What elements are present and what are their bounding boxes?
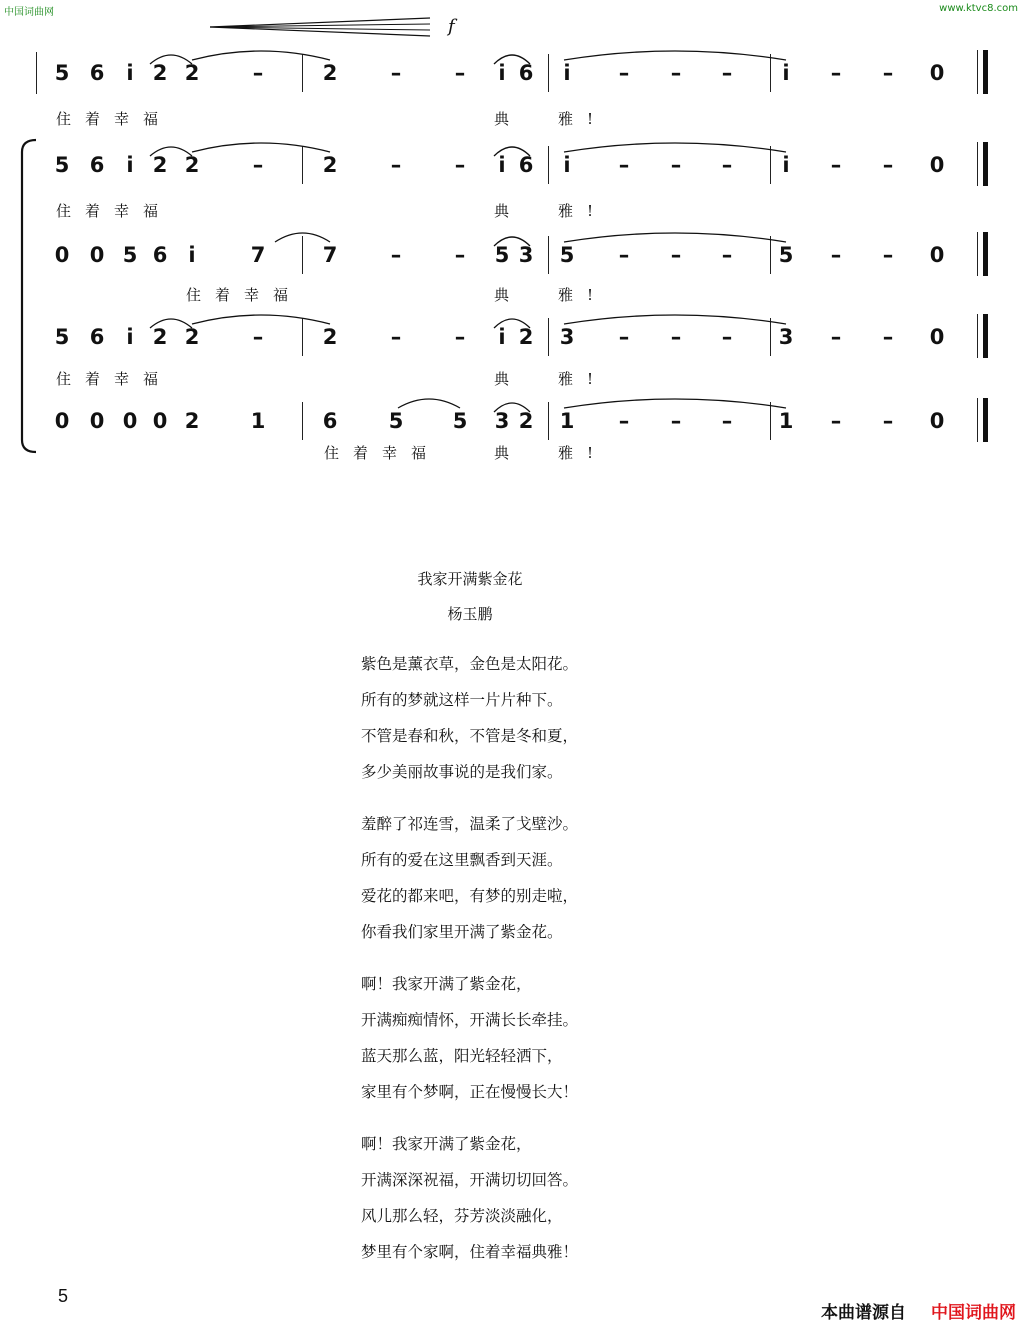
note: –	[390, 325, 402, 349]
note: i	[782, 61, 790, 85]
note: i	[126, 325, 134, 349]
poem-title: 我家开满紫金花	[417, 570, 523, 588]
note: 0	[54, 243, 70, 267]
footer-source-label: 本曲谱源自	[821, 1303, 906, 1323]
note: 5	[494, 243, 510, 267]
note: 2	[322, 325, 338, 349]
slur-arc	[192, 315, 330, 324]
note: –	[454, 243, 466, 267]
note: 6	[89, 153, 105, 177]
slur-arc	[564, 399, 786, 408]
note: 2	[152, 325, 168, 349]
poem-line: 啊！我家开满了紫金花，	[361, 975, 532, 993]
note: 3	[494, 409, 510, 433]
note: –	[618, 409, 630, 433]
slur-arc	[494, 147, 530, 156]
note: 1	[778, 409, 794, 433]
note: 0	[54, 409, 70, 433]
lyric-word: 雅!	[558, 286, 608, 304]
note: 5	[122, 243, 138, 267]
note: 6	[518, 61, 534, 85]
note: 0	[929, 325, 945, 349]
note: –	[670, 61, 682, 85]
lyric-word: 典	[494, 370, 524, 388]
note: –	[252, 153, 264, 177]
poem-line: 梦里有个家啊，住着幸福典雅！	[361, 1243, 579, 1261]
lyric-word: 典	[494, 110, 524, 128]
slur-arc	[564, 315, 786, 324]
note: –	[721, 153, 733, 177]
lyric-words: 住着幸福	[186, 286, 303, 304]
lyric-word: 雅!	[558, 110, 608, 128]
poem-line: 你看我们家里开满了紫金花。	[361, 923, 563, 941]
note: i	[498, 61, 506, 85]
note: –	[882, 61, 894, 85]
note: 0	[122, 409, 138, 433]
note: –	[882, 243, 894, 267]
note: –	[390, 61, 402, 85]
note: 3	[559, 325, 575, 349]
note: 5	[388, 409, 404, 433]
note: –	[252, 325, 264, 349]
poem-line: 不管是春和秋，不管是冬和夏，	[361, 727, 579, 745]
poem-line: 家里有个梦啊，正在慢慢长大！	[361, 1083, 579, 1101]
note: 5	[559, 243, 575, 267]
note: 2	[184, 61, 200, 85]
slur-arc	[494, 55, 530, 64]
note: 1	[559, 409, 575, 433]
poem-line: 多少美丽故事说的是我们家。	[361, 763, 563, 781]
slur-arc	[564, 143, 786, 152]
dynamic-marking: f	[448, 16, 455, 37]
note: –	[882, 409, 894, 433]
note: i	[126, 153, 134, 177]
note: –	[830, 325, 842, 349]
note: 2	[152, 153, 168, 177]
note: 0	[152, 409, 168, 433]
note: 2	[184, 409, 200, 433]
note: –	[882, 153, 894, 177]
note: 0	[89, 243, 105, 267]
lyric-words: 住着幸福	[56, 110, 173, 128]
lyric-word: 典	[494, 444, 524, 462]
slur-arc	[564, 51, 786, 60]
note: –	[670, 153, 682, 177]
poem-line: 开满深深祝福，开满切切回答。	[361, 1171, 579, 1189]
note: 2	[184, 325, 200, 349]
note: –	[454, 153, 466, 177]
slurs-and-ties	[0, 0, 1024, 480]
music-score	[0, 0, 1024, 480]
note: 2	[322, 153, 338, 177]
note: –	[670, 409, 682, 433]
slur-arc	[275, 233, 330, 242]
poem-line: 风儿那么轻，芬芳淡淡融化，	[361, 1207, 563, 1225]
note: i	[563, 153, 571, 177]
note: 2	[152, 61, 168, 85]
note: 5	[54, 61, 70, 85]
note: –	[830, 409, 842, 433]
lyric-words: 住着幸福	[56, 370, 173, 388]
slur-arc	[150, 319, 192, 328]
note: 5	[54, 153, 70, 177]
note: –	[618, 61, 630, 85]
note: 0	[89, 409, 105, 433]
slur-arc	[494, 237, 530, 246]
slur-arc	[150, 55, 192, 64]
note: 2	[518, 325, 534, 349]
note: i	[498, 325, 506, 349]
note: 0	[929, 409, 945, 433]
note: –	[830, 153, 842, 177]
note: –	[618, 325, 630, 349]
note: –	[454, 61, 466, 85]
stanza-gap	[361, 796, 661, 812]
slur-arc	[494, 319, 530, 328]
lyric-word: 雅!	[558, 444, 608, 462]
note: –	[830, 61, 842, 85]
note: 5	[452, 409, 468, 433]
poem-line: 所有的梦就这样一片片种下。	[361, 691, 563, 709]
note: –	[390, 243, 402, 267]
note: 2	[184, 153, 200, 177]
poem-line: 开满痴痴情怀，开满长长牵挂。	[361, 1011, 579, 1029]
lyric-word: 典	[494, 202, 524, 220]
note: 0	[929, 243, 945, 267]
note: 6	[322, 409, 338, 433]
note: 2	[518, 409, 534, 433]
slur-arc	[564, 233, 786, 242]
note: i	[188, 243, 196, 267]
lyric-words: 住着幸福	[324, 444, 441, 462]
note: i	[782, 153, 790, 177]
note: 6	[152, 243, 168, 267]
site-name-top-left[interactable]: 中国词曲网	[4, 7, 54, 18]
note: 1	[250, 409, 266, 433]
slur-arc	[192, 143, 330, 152]
slur-arc	[150, 147, 192, 156]
stanza-gap	[361, 1116, 661, 1132]
slur-arc	[192, 51, 330, 60]
note: –	[252, 61, 264, 85]
note: 2	[322, 61, 338, 85]
poem-author: 杨玉鹏	[447, 605, 493, 623]
page-number: 5	[58, 1286, 69, 1306]
note: 0	[929, 153, 945, 177]
lyric-word: 雅!	[558, 202, 608, 220]
note: 6	[89, 325, 105, 349]
poem-line: 所有的爱在这里飘香到天涯。	[361, 851, 563, 869]
poem-line: 蓝天那么蓝，阳光轻轻洒下，	[361, 1047, 563, 1065]
poem-line: 爱花的都来吧，有梦的别走啦，	[361, 887, 579, 905]
note: –	[721, 325, 733, 349]
poem-body	[361, 652, 661, 1276]
lyric-word: 雅!	[558, 370, 608, 388]
note: 6	[518, 153, 534, 177]
poem-line: 啊！我家开满了紫金花，	[361, 1135, 532, 1153]
note: –	[882, 325, 894, 349]
note: i	[498, 153, 506, 177]
note: –	[721, 243, 733, 267]
site-url-top-right[interactable]: www.ktvc8.com	[939, 3, 1018, 14]
note: i	[563, 61, 571, 85]
note: –	[670, 243, 682, 267]
poem-line: 羞醉了祁连雪，温柔了戈壁沙。	[361, 815, 579, 833]
note: 0	[929, 61, 945, 85]
lyric-word: 典	[494, 286, 524, 304]
note: i	[126, 61, 134, 85]
note: 5	[54, 325, 70, 349]
note: –	[390, 153, 402, 177]
note: 7	[322, 243, 338, 267]
note: –	[670, 325, 682, 349]
note: –	[721, 409, 733, 433]
poem-line: 紫色是薰衣草，金色是太阳花。	[361, 655, 579, 673]
note: –	[618, 153, 630, 177]
stanza-gap	[361, 956, 661, 972]
note: 3	[778, 325, 794, 349]
lyric-words: 住着幸福	[56, 202, 173, 220]
note: 6	[89, 61, 105, 85]
note: –	[454, 325, 466, 349]
note: 3	[518, 243, 534, 267]
note: –	[618, 243, 630, 267]
note: –	[721, 61, 733, 85]
footer-site-link[interactable]: 中国词曲网	[931, 1303, 1016, 1323]
note: –	[830, 243, 842, 267]
note: 5	[778, 243, 794, 267]
slur-arc	[494, 403, 530, 412]
note: 7	[250, 243, 266, 267]
slur-arc	[398, 399, 460, 408]
